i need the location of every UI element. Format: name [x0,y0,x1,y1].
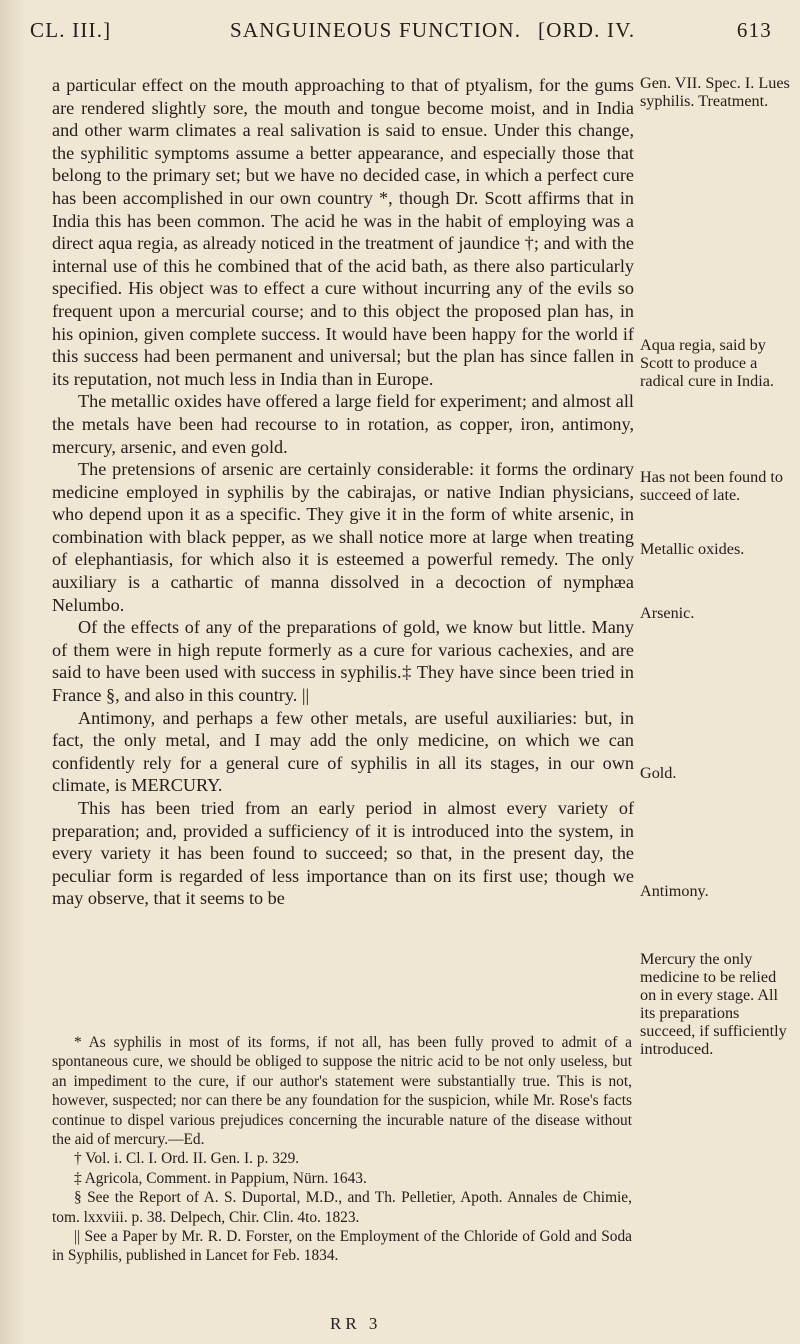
margin-note-metallic-oxides: Metallic oxides. [640,540,745,558]
paragraph-treatment: a particular effect on the mouth approaching to that of ptyalism, for the gums are rendered slightly sore, the mouth and tongue become moist, and in India and other warm climates a real salivation is said to ensue. Under this change, the syphilitic symptoms assume a better appearance, and especially those that belong to the primary set; but we have no decided case, in which a perfect cure has been accomplished in our own country *, though Dr. Scott affirms that in India this has been common. The acid he was in the habit of employing was a direct aqua regia, as already noticed in the treatment of jaundice †; and with the internal use of this he combined that of the acid bath, as there also particularly specified. His object was to effect a cure without incurring any of the evils so frequent upon a mercurial course; and to this object the proposed plan has, in his opinion, given complete success. It would have been happy for the world if this success had been permanent and universal; but the plan has since fallen in its reputation, not much less in India than in Europe. [52,75,634,389]
footnote-dagger: † Vol. i. Cl. I. Ord. II. Gen. I. p. 329. [74,1150,300,1168]
header-order: [ORD. IV. [538,18,636,42]
binding-shadow [0,0,26,1344]
margin-note-aqua-regia: Aqua regia, said by Scott to produce a radical cure in India. [640,336,774,390]
page-number: 613 [736,18,772,42]
running-header [30,18,782,48]
footnote-star: * As syphilis in most of its forms, if not all, has been fully proved to admit of a spontaneous cure, we should be obliged to suppose the nitric acid to be not only useless, but an impediment to the cure, if our author's statement were substantially true. This is not, however, suspected; nor can there be any foundation for the suspicion, while Mr. Rose's facts continue to dispel various prejudices concerning the incurable nature of the disease without the aid of mercury.—Ed. [52,1034,632,1149]
footnote-parallel: || See a Paper by Mr. R. D. Forster, on the Employment of the Chloride of Gold and Soda in Syphilis, published in Lancet for Feb. 1834. [52,1228,632,1265]
margin-note-mercury: Mercury the only medicine to be relied on in every stage. All its preparations succeed, if sufficiently introduced. [640,950,787,1058]
paragraph-gold: Of the effects of any of the preparations of gold, we know but little. Many of them were in high repute formerly as a cure for various cachexies, and are said to have been used with success in syphilis.‡ They have since been tried in France §, and also in this country. || [52,617,634,706]
margin-note-not-succeeded: Has not been found to succeed of late. [640,468,783,504]
footnote-section: § See the Report of A. S. Duportal, M.D., and Th. Pelletier, Apoth. Annales de Chimie, tom. lxxviii. p. 38. Delpech, Chir. Clin. 4to. 1823. [52,1189,632,1226]
margin-note-genus: Gen. VII. Spec. I. Lues syphilis. Treatment. [640,74,790,110]
header-chapter: CL. III.] [30,18,112,42]
footnote-double-dagger: ‡ Agricola, Comment. in Pappium, Nürn. 1643. [74,1169,367,1187]
paragraph-antimony: Antimony, and perhaps a few other metals, are useful auxiliaries: but, in fact, the only metal, and I may add the only medicine, on which we can confidently rely for a general cure of syphilis in all its stages, in our own climate, is MERCURY. [52,707,634,796]
paragraph-arsenic: The pretensions of arsenic are certainly considerable: it forms the ordinary medicine employed in syphilis by the cabirajas, or native Indian physicians, who depend upon it as a specific. They give it in the form of white arsenic, in combination with black pepper, as we shall notice more at large when treating of elephantiasis, for which also it is esteemed a powerful remedy. The only auxiliary is a cathartic of manna dissolved in a decoction of nymphæa Nelumbo. [52,459,634,615]
paragraph-metallic-oxides: The metallic oxides have offered a large field for experiment; and almost all the metals have been had recourse to in rotation, as copper, iron, antimony, mercury, arsenic, and even gold. [52,391,634,457]
main-text [52,74,634,910]
margin-note-arsenic: Arsenic. [640,604,695,622]
footnotes [52,1033,632,1266]
header-title: SANGUINEOUS FUNCTION. [230,18,522,42]
margin-note-antimony: Antimony. [640,882,709,900]
paragraph-mercury: This has been tried from an early period in almost every variety of preparation; and, provided a sufficiency of it is introduced into the system, in every variety it has been found to succeed; so that, in the present day, the peculiar form is regarded of less importance than on its first use; though we may observe, that it seems to be [52,798,634,909]
margin-note-gold: Gold. [640,764,677,782]
printer-signature: RR 3 [330,1314,382,1333]
